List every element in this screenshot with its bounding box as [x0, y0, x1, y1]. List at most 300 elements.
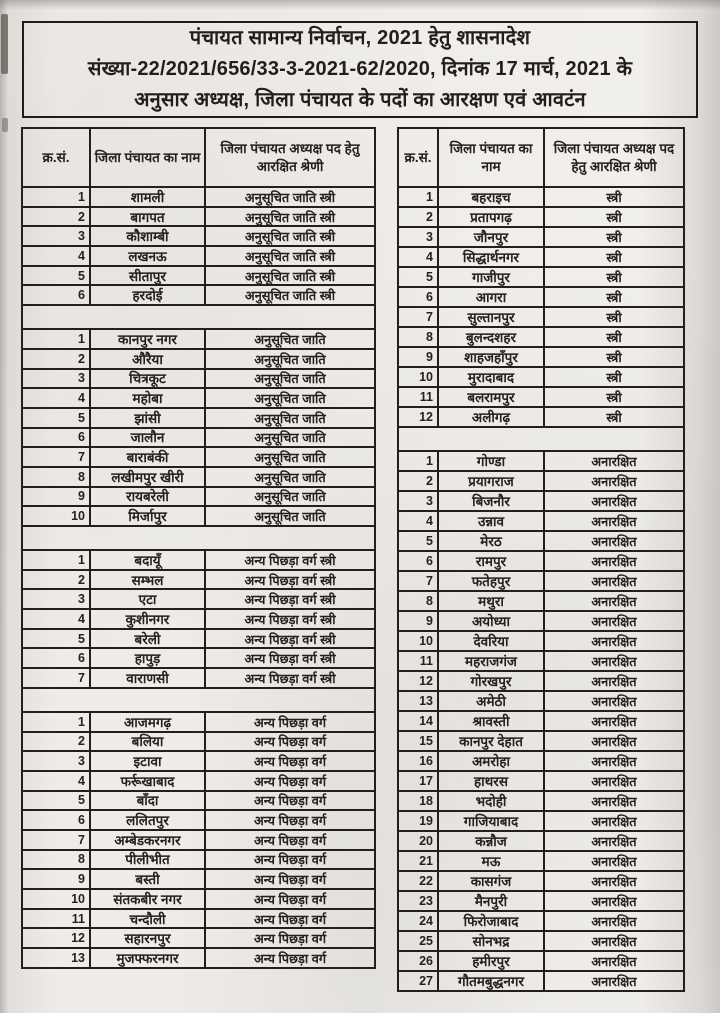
district-name-cell: लखीमपुर खीरी	[91, 468, 206, 486]
district-name-cell: मेरठ	[439, 532, 545, 550]
table-row	[23, 551, 374, 571]
district-name-cell: लखनऊ	[91, 247, 206, 265]
reserved-category-cell: अनुसूचित जाति स्त्री	[244, 288, 336, 304]
table-row	[399, 952, 683, 972]
serial-number-cell: 23	[399, 892, 439, 910]
serial-number-cell: 16	[399, 752, 439, 770]
district-name-cell: चित्रकूट	[91, 370, 206, 388]
district-name-cell: हापुड़	[91, 649, 206, 667]
table-row	[399, 712, 683, 732]
district-name-cell: सम्भल	[91, 571, 206, 589]
table-row	[23, 752, 374, 772]
serial-number-cell: 6	[23, 811, 91, 829]
table-row	[399, 732, 683, 752]
table-row	[23, 267, 374, 287]
serial-number-cell: 1	[399, 452, 439, 470]
district-name-cell: अलीगढ़	[439, 408, 545, 426]
district-name-cell: बाराबंकी	[91, 448, 206, 466]
serial-number-cell: 25	[399, 932, 439, 950]
reserved-category-cell: अन्य पिछड़ा वर्ग स्त्री	[244, 670, 336, 686]
serial-number-cell: 2	[399, 208, 439, 226]
serial-number-cell: 7	[399, 572, 439, 590]
reserved-category-cell: अनारक्षित	[591, 874, 637, 889]
reserved-category-cell: अनारक्षित	[591, 654, 637, 669]
table-row	[399, 288, 683, 308]
serial-number-cell: 2	[399, 472, 439, 490]
reserved-category-cell: अन्य पिछड़ा वर्ग	[253, 754, 327, 770]
table-row	[23, 286, 374, 306]
serial-number-cell: 14	[399, 712, 439, 730]
reserved-category-cell: अनारक्षित	[591, 934, 637, 949]
district-name-cell: फिरोजाबाद	[439, 912, 545, 930]
serial-number-cell: 4	[23, 610, 91, 628]
serial-number-cell: 10	[23, 890, 91, 908]
table-row	[399, 188, 683, 208]
serial-number-cell: 9	[23, 488, 91, 506]
reserved-category-cell: अन्य पिछड़ा वर्ग	[253, 793, 327, 809]
serial-number-cell: 6	[23, 429, 91, 447]
serial-number-cell: 8	[399, 328, 439, 346]
serial-number-cell: 3	[399, 228, 439, 246]
table-row	[23, 330, 374, 350]
reserved-category-cell: अन्य पिछड़ा वर्ग	[253, 891, 327, 907]
district-name-cell: बुलन्दशहर	[439, 328, 545, 346]
table-row	[399, 612, 683, 632]
district-name-cell: हाथरस	[439, 772, 545, 790]
serial-number-cell: 3	[23, 590, 91, 608]
reserved-category-cell: अनुसूचित जाति	[254, 450, 326, 466]
reserved-category-cell: अन्य पिछड़ा वर्ग	[253, 773, 327, 789]
serial-number-cell: 2	[23, 208, 91, 226]
district-name-cell: औरैया	[91, 350, 206, 368]
district-name-cell: मथुरा	[439, 592, 545, 610]
serial-number-cell: 24	[399, 912, 439, 930]
district-name-cell: बाँदा	[91, 792, 206, 810]
serial-number-cell: 8	[399, 592, 439, 610]
serial-number-cell: 3	[23, 752, 91, 770]
district-name-cell: शामली	[91, 188, 206, 206]
district-name-cell: गाजीपुर	[439, 268, 545, 286]
district-name-cell: चन्दौली	[91, 910, 206, 928]
district-name-cell: हरदोई	[91, 286, 206, 304]
table-row	[399, 932, 683, 952]
district-name-cell: कौशाम्बी	[91, 227, 206, 245]
serial-number-cell: 21	[399, 852, 439, 870]
table-row	[399, 368, 683, 388]
district-name-cell: बहराइच	[439, 188, 545, 206]
district-name-cell: कासगंज	[439, 872, 545, 890]
reserved-category-cell: अन्य पिछड़ा वर्ग	[253, 714, 327, 730]
reserved-category-cell: अन्य पिछड़ा वर्ग स्त्री	[244, 631, 336, 647]
table-row	[399, 308, 683, 328]
serial-number-cell: 6	[399, 288, 439, 306]
reserved-category-cell: अनारक्षित	[591, 974, 637, 989]
table-row	[23, 792, 374, 812]
district-name-cell: उन्नाव	[439, 512, 545, 530]
table-row	[23, 488, 374, 508]
reserved-category-cell: अनुसूचित जाति	[254, 351, 326, 367]
reserved-category-cell: अनारक्षित	[591, 514, 637, 529]
table-row	[23, 610, 374, 630]
serial-number-cell: 11	[399, 652, 439, 670]
table-row	[23, 247, 374, 267]
column-header: जिला पंचायत का नाम	[439, 129, 545, 186]
document-title	[22, 21, 698, 118]
reserved-category-cell: अनारक्षित	[591, 774, 637, 789]
reserved-category-cell: स्त्री	[606, 250, 622, 265]
district-name-cell: सीतापुर	[91, 267, 206, 285]
district-name-cell: बरेली	[91, 630, 206, 648]
reserved-category-cell: अनुसूचित जाति स्त्री	[244, 209, 336, 225]
district-name-cell: बदायूँ	[91, 551, 206, 569]
district-name-cell: बिजनौर	[439, 492, 545, 510]
district-name-cell: गोरखपुर	[439, 672, 545, 690]
district-name-cell: जौनपुर	[439, 228, 545, 246]
district-name-cell: आजमगढ़	[91, 713, 206, 731]
serial-number-cell: 7	[23, 831, 91, 849]
table-row	[399, 408, 683, 428]
serial-number-cell: 1	[23, 188, 91, 206]
reserved-category-cell: अनुसूचित जाति	[254, 331, 326, 347]
reserved-category-cell: अन्य पिछड़ा वर्ग स्त्री	[244, 611, 336, 627]
district-name-cell: मुरादाबाद	[439, 368, 545, 386]
district-name-cell: महराजगंज	[439, 652, 545, 670]
reserved-category-cell: अनुसूचित जाति	[254, 469, 326, 485]
group-separator-row	[399, 428, 683, 452]
reserved-category-cell: अनुसूचित जाति	[254, 410, 326, 426]
serial-number-cell: 11	[399, 388, 439, 406]
district-name-cell: सोनभद्र	[439, 932, 545, 950]
table-row	[23, 929, 374, 949]
district-name-cell: ललितपुर	[91, 811, 206, 829]
reserved-category-cell: अनारक्षित	[591, 814, 637, 829]
district-name-cell: देवरिया	[439, 632, 545, 650]
reserved-category-cell: अन्य पिछड़ा वर्ग	[253, 950, 327, 966]
serial-number-cell: 22	[399, 872, 439, 890]
district-name-cell: बस्ती	[91, 870, 206, 888]
serial-number-cell: 2	[23, 571, 91, 589]
table-row	[23, 733, 374, 753]
reserved-category-cell: अन्य पिछड़ा वर्ग स्त्री	[244, 572, 336, 588]
table-row	[399, 348, 683, 368]
reserved-category-cell: अनारक्षित	[591, 694, 637, 709]
table-row	[23, 630, 374, 650]
table-row	[23, 851, 374, 871]
serial-number-cell: 1	[23, 330, 91, 348]
serial-number-cell: 19	[399, 812, 439, 830]
table-row	[23, 448, 374, 468]
serial-number-cell: 4	[23, 389, 91, 407]
serial-number-cell: 12	[399, 408, 439, 426]
table-row	[23, 772, 374, 792]
district-name-cell: अमरोहा	[439, 752, 545, 770]
reserved-category-cell: स्त्री	[606, 290, 622, 305]
column-header: क्र.सं.	[399, 129, 439, 186]
reserved-category-cell: स्त्री	[606, 230, 622, 245]
table-row	[399, 972, 683, 990]
reserved-category-cell: अनारक्षित	[591, 594, 637, 609]
table-row	[399, 772, 683, 792]
district-name-cell: रायबरेली	[91, 488, 206, 506]
reserved-category-cell: अन्य पिछड़ा वर्ग स्त्री	[244, 552, 336, 568]
district-name-cell: कन्नौज	[439, 832, 545, 850]
district-name-cell: भदोही	[439, 792, 545, 810]
reserved-category-cell: अन्य पिछड़ा वर्ग	[253, 852, 327, 868]
district-name-cell: अयोध्या	[439, 612, 545, 630]
serial-number-cell: 4	[399, 248, 439, 266]
reserved-category-cell: अनुसूचित जाति स्त्री	[244, 248, 336, 264]
district-name-cell: बलरामपुर	[439, 388, 545, 406]
reserved-category-cell: अनुसूचित जाति स्त्री	[244, 268, 336, 284]
district-name-cell: संतकबीर नगर	[91, 890, 206, 908]
title-line-1: पंचायत सामान्य निर्वाचन, 2021 हेतु शासनादेश	[189, 27, 531, 49]
district-name-cell: सुल्तानपुर	[439, 308, 545, 326]
scan-artifact-mark	[2, 118, 8, 132]
table-row	[399, 472, 683, 492]
reserved-category-cell: अनारक्षित	[591, 554, 637, 569]
table-row	[23, 571, 374, 591]
reserved-category-cell: स्त्री	[606, 310, 622, 325]
reserved-category-cell: अनुसूचित जाति	[254, 371, 326, 387]
group-separator-row	[23, 689, 374, 713]
district-name-cell: बागपत	[91, 208, 206, 226]
serial-number-cell: 3	[23, 370, 91, 388]
table-row	[399, 552, 683, 572]
district-name-cell: पीलीभीत	[91, 851, 206, 869]
table-row	[399, 248, 683, 268]
table-row	[399, 752, 683, 772]
table-row	[399, 592, 683, 612]
serial-number-cell: 6	[399, 552, 439, 570]
reserved-category-cell: अनुसूचित जाति	[254, 509, 326, 525]
district-name-cell: रामपुर	[439, 552, 545, 570]
reserved-category-cell: अनुसूचित जाति	[254, 430, 326, 446]
serial-number-cell: 13	[23, 949, 91, 967]
district-name-cell: श्रावस्ती	[439, 712, 545, 730]
district-name-cell: अमेठी	[439, 692, 545, 710]
table-row	[23, 890, 374, 910]
reserved-category-cell: अनुसूचित जाति	[254, 391, 326, 407]
serial-number-cell: 5	[399, 532, 439, 550]
serial-number-cell: 1	[23, 551, 91, 569]
title-line-3: अनुसार अध्यक्ष, जिला पंचायत के पदों का आरक्षण एवं आवटंन	[134, 89, 586, 111]
reserved-category-cell: स्त्री	[606, 390, 622, 405]
serial-number-cell: 10	[23, 507, 91, 525]
reservation-table-right	[397, 127, 685, 992]
serial-number-cell: 4	[23, 247, 91, 265]
table-row	[23, 507, 374, 527]
reserved-category-cell: स्त्री	[606, 210, 622, 225]
table-row	[23, 370, 374, 390]
district-name-cell: प्रयागराज	[439, 472, 545, 490]
reserved-category-cell: स्त्री	[606, 370, 622, 385]
table-row	[23, 910, 374, 930]
district-name-cell: जालौन	[91, 429, 206, 447]
serial-number-cell: 7	[399, 308, 439, 326]
serial-number-cell: 9	[399, 348, 439, 366]
table-row	[399, 852, 683, 872]
column-header: क्र.सं.	[23, 129, 91, 186]
serial-number-cell: 10	[399, 368, 439, 386]
table-row	[399, 832, 683, 852]
district-name-cell: गौतमबुद्धनगर	[439, 972, 545, 990]
table-row	[399, 388, 683, 408]
table-header-row	[23, 129, 374, 188]
table-row	[23, 188, 374, 208]
table-row	[399, 512, 683, 532]
reserved-category-cell: अन्य पिछड़ा वर्ग स्त्री	[244, 651, 336, 667]
district-name-cell: मिर्जापुर	[91, 507, 206, 525]
table-row	[23, 468, 374, 488]
table-row	[23, 590, 374, 610]
table-row	[399, 492, 683, 512]
district-name-cell: शाहजहाँपुर	[439, 348, 545, 366]
serial-number-cell: 27	[399, 972, 439, 990]
serial-number-cell: 9	[23, 870, 91, 888]
serial-number-cell: 1	[399, 188, 439, 206]
reserved-category-cell: अन्य पिछड़ा वर्ग	[253, 813, 327, 829]
table-row	[399, 452, 683, 472]
district-name-cell: कानपुर नगर	[91, 330, 206, 348]
district-name-cell: कुशीनगर	[91, 610, 206, 628]
serial-number-cell: 5	[23, 792, 91, 810]
serial-number-cell: 6	[23, 649, 91, 667]
district-name-cell: प्रतापगढ़	[439, 208, 545, 226]
column-header: जिला पंचायत अध्यक्ष पद हेतु आरक्षित श्रेणी	[553, 140, 675, 174]
district-name-cell: फर्रूखाबाद	[91, 772, 206, 790]
reserved-category-cell: अन्य पिछड़ा वर्ग स्त्री	[244, 592, 336, 608]
district-name-cell: मऊ	[439, 852, 545, 870]
district-name-cell: फतेहपुर	[439, 572, 545, 590]
reserved-category-cell: अन्य पिछड़ा वर्ग	[253, 734, 327, 750]
reserved-category-cell: स्त्री	[606, 270, 622, 285]
serial-number-cell: 17	[399, 772, 439, 790]
table-row	[23, 389, 374, 409]
table-row	[23, 208, 374, 228]
reserved-category-cell: अनारक्षित	[591, 574, 637, 589]
district-name-cell: बलिया	[91, 733, 206, 751]
group-separator-row	[23, 306, 374, 330]
serial-number-cell: 7	[23, 669, 91, 687]
reserved-category-cell: अनारक्षित	[591, 454, 637, 469]
reserved-category-cell: अनारक्षित	[591, 674, 637, 689]
reserved-category-cell: अनुसूचित जाति स्त्री	[244, 229, 336, 245]
serial-number-cell: 12	[399, 672, 439, 690]
reserved-category-cell: अन्य पिछड़ा वर्ग	[253, 872, 327, 888]
reserved-category-cell: अनारक्षित	[591, 474, 637, 489]
reserved-category-cell: अन्य पिछड़ा वर्ग	[253, 832, 327, 848]
reserved-category-cell: अनारक्षित	[591, 914, 637, 929]
serial-number-cell: 13	[399, 692, 439, 710]
reserved-category-cell: अनारक्षित	[591, 754, 637, 769]
reserved-category-cell: अनारक्षित	[591, 894, 637, 909]
table-row	[399, 632, 683, 652]
column-header: जिला पंचायत अध्यक्ष पद हेतु आरक्षित श्रेणी	[220, 140, 360, 174]
district-name-cell: मैनपुरी	[439, 892, 545, 910]
district-name-cell: आगरा	[439, 288, 545, 306]
table-row	[23, 409, 374, 429]
district-name-cell: महोबा	[91, 389, 206, 407]
district-name-cell: कानपुर देहात	[439, 732, 545, 750]
table-row	[399, 912, 683, 932]
table-row	[23, 870, 374, 890]
table-row	[23, 227, 374, 247]
reserved-category-cell: अनारक्षित	[591, 734, 637, 749]
table-row	[399, 572, 683, 592]
serial-number-cell: 12	[23, 929, 91, 947]
serial-number-cell: 5	[23, 409, 91, 427]
serial-number-cell: 4	[23, 772, 91, 790]
district-name-cell: गोण्डा	[439, 452, 545, 470]
serial-number-cell: 11	[23, 910, 91, 928]
reserved-category-cell: स्त्री	[606, 410, 622, 425]
serial-number-cell: 3	[23, 227, 91, 245]
serial-number-cell: 5	[23, 267, 91, 285]
district-name-cell: हमीरपुर	[439, 952, 545, 970]
reserved-category-cell: स्त्री	[606, 330, 622, 345]
reserved-category-cell: अनारक्षित	[591, 534, 637, 549]
reserved-category-cell: अनारक्षित	[591, 794, 637, 809]
table-row	[399, 208, 683, 228]
table-row	[399, 268, 683, 288]
district-name-cell: एटा	[91, 590, 206, 608]
reserved-category-cell: अनुसूचित जाति	[254, 489, 326, 505]
district-name-cell: सिद्धार्थनगर	[439, 248, 545, 266]
district-name-cell: सहारनपुर	[91, 929, 206, 947]
table-row	[23, 350, 374, 370]
table-row	[399, 892, 683, 912]
reserved-category-cell: अन्य पिछड़ा वर्ग	[253, 931, 327, 947]
reserved-category-cell: अनारक्षित	[591, 614, 637, 629]
serial-number-cell: 9	[399, 612, 439, 630]
serial-number-cell: 20	[399, 832, 439, 850]
district-name-cell: इटावा	[91, 752, 206, 770]
table-row	[399, 812, 683, 832]
serial-number-cell: 18	[399, 792, 439, 810]
serial-number-cell: 15	[399, 732, 439, 750]
serial-number-cell: 1	[23, 713, 91, 731]
table-row	[399, 532, 683, 552]
table-row	[399, 328, 683, 348]
district-name-cell: झांसी	[91, 409, 206, 427]
reserved-category-cell: अनारक्षित	[591, 494, 637, 509]
table-row	[23, 713, 374, 733]
table-row	[23, 949, 374, 967]
table-header-row	[399, 129, 683, 188]
table-row	[399, 872, 683, 892]
reserved-category-cell: स्त्री	[606, 190, 622, 205]
table-row	[399, 792, 683, 812]
serial-number-cell: 7	[23, 448, 91, 466]
title-line-2: संख्या-22/2021/656/33-3-2021-62/2020, दिनांक 17 मार्च, 2021 के	[87, 58, 633, 80]
serial-number-cell: 2	[23, 350, 91, 368]
serial-number-cell: 2	[23, 733, 91, 751]
reserved-category-cell: अनारक्षित	[591, 634, 637, 649]
reserved-category-cell: अनारक्षित	[591, 714, 637, 729]
district-name-cell: वाराणसी	[91, 669, 206, 687]
serial-number-cell: 8	[23, 851, 91, 869]
district-name-cell: अम्बेडकरनगर	[91, 831, 206, 849]
scan-artifact-mark	[1, 14, 8, 74]
reserved-category-cell: अनुसूचित जाति स्त्री	[244, 189, 336, 205]
table-row	[399, 692, 683, 712]
serial-number-cell: 5	[399, 268, 439, 286]
reserved-category-cell: अनारक्षित	[591, 834, 637, 849]
table-row	[399, 672, 683, 692]
table-row	[399, 228, 683, 248]
serial-number-cell: 4	[399, 512, 439, 530]
serial-number-cell: 6	[23, 286, 91, 304]
